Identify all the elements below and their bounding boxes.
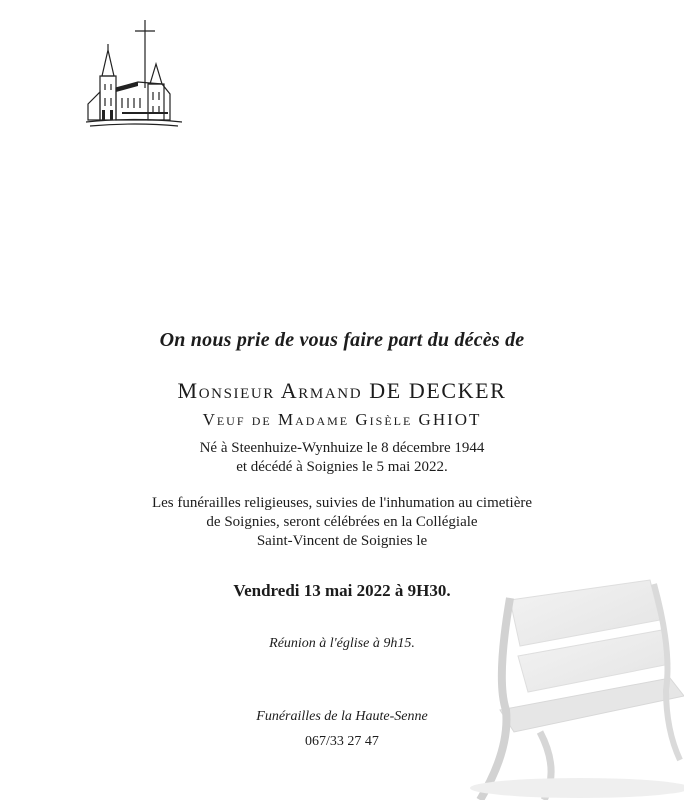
widower-line: Veuf de Madame Gisèle GHIOT xyxy=(202,410,482,429)
meeting-note: Réunion à l'église à 9h15. xyxy=(269,636,415,651)
funeral-text-line-3: Saint-Vincent de Soignies le xyxy=(256,533,428,549)
church-cross-icon xyxy=(86,18,182,128)
deceased-name: Monsieur Armand DE DECKER xyxy=(177,378,507,403)
undertaker-name: Funérailles de la Haute-Senne xyxy=(256,709,428,724)
funeral-text-line-2: de Soignies, seront célébrées en la Collégiale xyxy=(206,514,478,530)
funeral-text-line-1: Les funérailles religieuses, suivies de l'inhumation au cimetière xyxy=(151,495,533,511)
birth-line: Né à Steenhuize-Wynhuize le 8 décembre 1944 xyxy=(199,440,485,456)
announcement-intro: On nous prie de vous faire part du décès de xyxy=(159,329,525,351)
undertaker-phone: 067/33 27 47 xyxy=(305,734,379,749)
funeral-date-time: Vendredi 13 mai 2022 à 9H30. xyxy=(233,581,451,600)
death-line: et décédé à Soignies le 5 mai 2022. xyxy=(236,459,448,475)
